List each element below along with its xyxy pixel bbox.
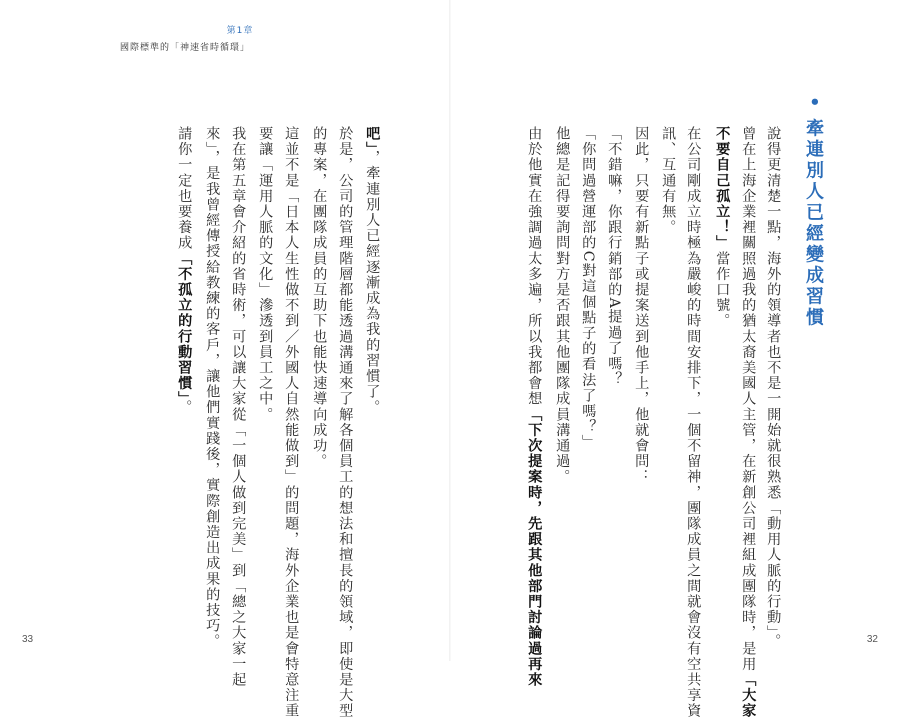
text-run: 於是，公司的管理階層都能透過溝通來了解各個員工的想法和擅長的領域，即使是大型 <box>337 126 354 719</box>
text-column <box>204 126 221 650</box>
text-run: 在公司剛成立時極為嚴峻的時間安排下，一個不留神，團隊成員之間就會沒有空共享資 <box>685 126 702 719</box>
text-column <box>661 126 675 606</box>
bold-phrase: 「不孤立的行動習慣」 <box>176 250 193 400</box>
text-run: 訊、互通有無。 <box>660 126 677 236</box>
text-column <box>715 126 729 606</box>
running-head <box>120 23 360 53</box>
chapter-title: 國際標準的「神速省時循環」 <box>120 43 251 53</box>
text-run: ，牽連別人已經逐漸成為我的習慣了。 <box>364 150 381 416</box>
page-number-left: 33 <box>22 634 34 645</box>
text-column <box>607 126 621 606</box>
text-column <box>258 126 272 606</box>
text-run: 請你一定也要養成 <box>176 126 193 251</box>
text-column <box>555 126 569 606</box>
heading-text: 牽連別人已經變成習慣 <box>803 118 824 329</box>
bold-phrase: 「下次提案時，先跟其他部門討論過再來 <box>526 406 543 688</box>
text-run: 曾在上海企業裡關照過我的猶太裔美國人主管，在新創公司裡組成團隊時，是用 <box>740 126 757 672</box>
text-run: 要讓「運用人脈的文化」滲透到員工之中。 <box>257 126 274 423</box>
text-column <box>312 126 326 606</box>
text-column <box>337 126 354 719</box>
bold-phrase: 吧」 <box>364 126 381 151</box>
text-column <box>634 126 648 606</box>
page-gutter <box>449 0 451 661</box>
text-run: 「不錯嘛，你跟行銷部的A提過了嗎？ <box>606 126 623 388</box>
text-run: 。 <box>176 399 193 416</box>
text-run: 當作口號。 <box>714 250 731 329</box>
bold-phrase: 不要自己孤立！」 <box>714 126 731 251</box>
text-run: 我在第五章會介紹的省時術，可以讓大家從「一個人做到完美」到「總之大家一起 <box>230 126 247 688</box>
text-column <box>230 126 247 688</box>
text-run: 說得更清楚一點，海外的領導者也不是一開始就很熟悉「動用人脈的行動」。 <box>765 126 782 650</box>
text-column <box>740 126 757 719</box>
text-run: 「你問過營運部的C對這個點子的看法了嗎？」 <box>580 126 597 451</box>
text-column <box>283 126 300 719</box>
text-run: 他總是記得要詢問對方是否跟其他團隊成員溝通過。 <box>554 126 571 485</box>
text-column <box>177 126 191 606</box>
text-run: 由於他實在強調過太多遍，所以我都會想 <box>526 126 543 407</box>
page-number-right: 32 <box>866 634 878 645</box>
text-run: 因此，只要有新點子或提案送到他手上，他就會問： <box>633 126 650 485</box>
text-run: 的專案，在團隊成員的互助下也能快速導向成功。 <box>311 126 328 470</box>
chapter-label: 第1章 <box>226 26 254 36</box>
text-column <box>365 126 379 606</box>
text-column <box>765 126 782 650</box>
section-heading <box>800 96 826 396</box>
text-column <box>581 126 595 606</box>
text-column <box>526 126 543 688</box>
bold-phrase: 「大家 <box>740 672 757 719</box>
text-run: 來」，是我曾經傳授給教練的客戶，讓他們實踐後，實際創造出成果的技巧。 <box>204 126 221 650</box>
text-run: 這並不是「日本人生性做不到／外國人自然能做到」的問題，海外企業也是會特意注重 <box>283 126 300 719</box>
heading-bullet: • <box>803 96 824 111</box>
text-column <box>685 126 702 719</box>
